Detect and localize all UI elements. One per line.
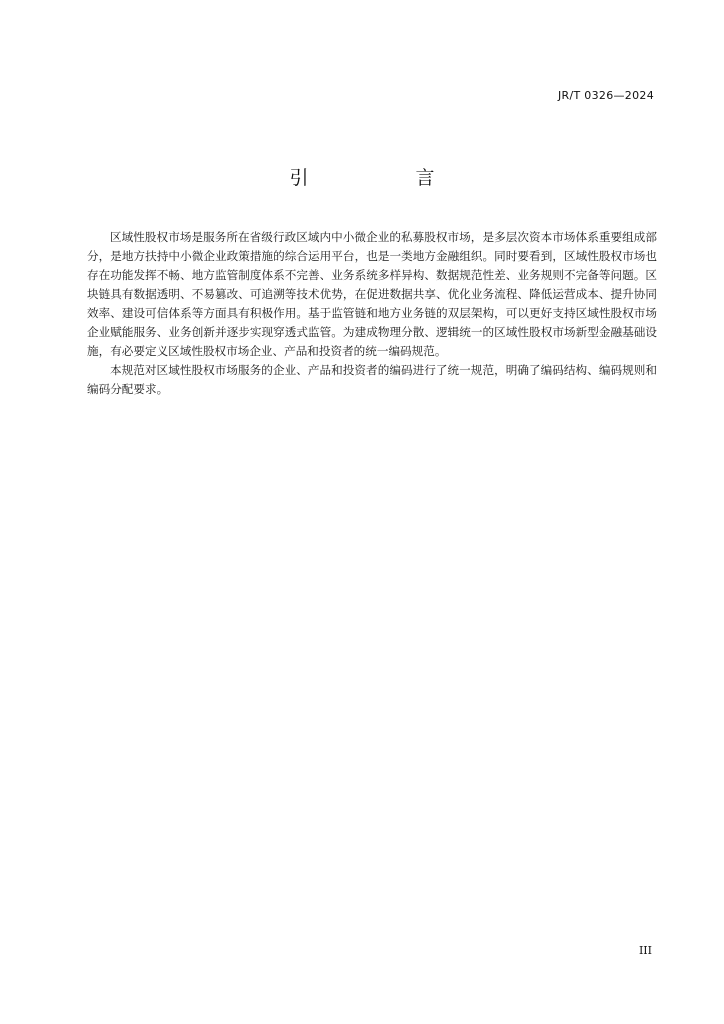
paragraph-2: 本规范对区域性股权市场服务的企业、产品和投资者的编码进行了统一规范，明确了编码结构、编码规则和编码分配要求。 [87, 363, 657, 396]
document-code: JR/T 0326—2024 [558, 89, 654, 102]
body-text [87, 228, 657, 399]
paragraph-1: 区域性股权市场是服务所在省级行政区域内中小微企业的私募股权市场，是多层次资本市场体系重要组成部分，是地方扶持中小微企业政策措施的综合运用平台，也是一类地方金融组织。同时要看到，区域性股权市场也存在功能发挥不畅、地方监管制度体系不完善、业务系统多样异构、数据规范性差、业务规则不完备等问题。区块链具有数据透明、不易篡改、可追溯等技术优势，在促进数据共享、优化业务流程、降低运营成本、提升协同效率、建设可信体系等方面具有积极作用。基于监管链和地方业务链的双层架构，可以更好支持区域性股权市场企业赋能服务、业务创新并逐步实现穿透式监管。为建成物理分散、逻辑统一的区域性股权市场新型金融基础设施，有必要定义区域性股权市场企业、产品和投资者的统一编码规范。 [87, 230, 657, 358]
section-heading: 引 言 [289, 167, 479, 189]
page-number: III [638, 944, 652, 957]
